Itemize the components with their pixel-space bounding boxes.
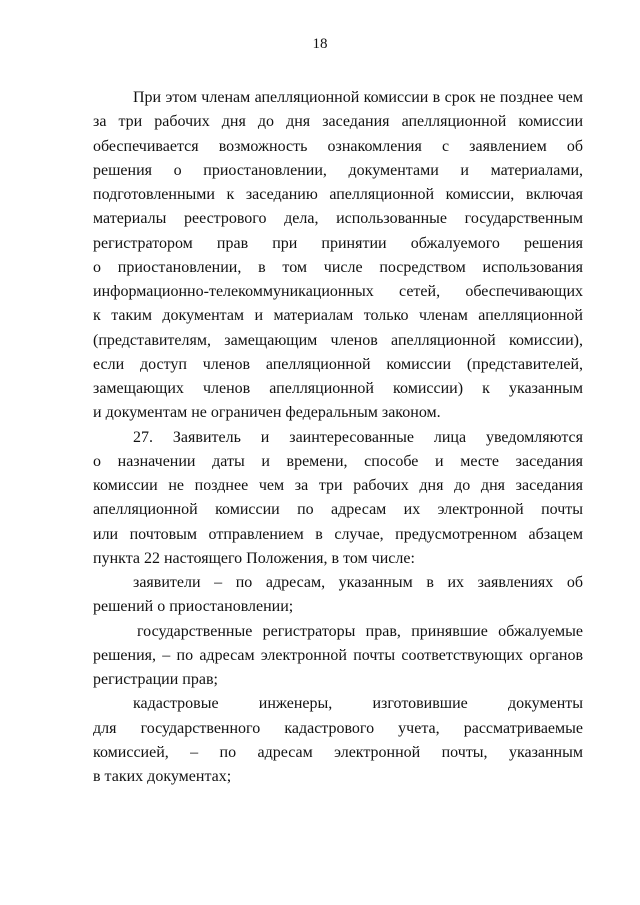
text-line: государственные регистраторы прав, принявшие обжалуемые: [137, 622, 583, 640]
text-line: к таким документам и материалам только членам апелляционной: [93, 307, 583, 325]
text-line: комиссии не позднее чем за три рабочих дня до дня заседания: [93, 477, 583, 494]
paragraph: [93, 571, 583, 620]
text-line: решения о приостановлении, документами и материалами,: [93, 161, 583, 179]
text-line: подготовленными к заседанию апелляционной комиссии, включая: [93, 186, 583, 203]
text-line: или почтовым отправлением в случае, предусмотренном абзацем: [93, 525, 583, 543]
text-line: пункта 22 настоящего Положения, в том числе:: [93, 549, 415, 567]
text-line: и документам не ограничен федеральным законом.: [93, 404, 441, 422]
text-line: замещающих членов апелляционной комиссии) к указанным: [93, 380, 583, 397]
text-line: для государственного кадастрового учета, рассматриваемые: [93, 719, 583, 737]
text-line: о приостановлении, в том числе посредством использования: [93, 258, 583, 276]
paragraph: [93, 620, 583, 693]
text-line: заявители – по адресам, указанным в их заявлениях об: [133, 574, 583, 591]
text-line: если доступ членов апелляционной комиссии (представителей,: [93, 355, 583, 373]
text-line: При этом членам апелляционной комиссии в срок не позднее чем: [133, 89, 583, 106]
text-line: обеспечивается возможность ознакомления с заявлением об: [93, 137, 583, 155]
text-line: регистратором прав при принятии обжалуемого решения: [93, 234, 583, 252]
text-line: решений о приостановлении;: [93, 598, 294, 616]
text-line: информационно-телекоммуникационных сетей, обеспечивающих: [93, 283, 583, 300]
text-line: апелляционной комиссии по адресам их электронной почты: [93, 501, 583, 519]
text-line: (представителям, замещающим членов апелляционной комиссии),: [93, 331, 583, 349]
paragraph: [93, 426, 583, 572]
text-line: материалы реестрового дела, использованные государственным: [93, 210, 583, 228]
page-number: 18: [312, 36, 328, 52]
text-line: решения, – по адресам электронной почты соответствующих органов: [93, 646, 583, 664]
document-body: [93, 86, 583, 789]
text-line: кадастровые инженеры, изготовившие документы: [133, 695, 583, 713]
text-line: комиссией, – по адресам электронной почты, указанным: [93, 743, 583, 761]
paragraph: [93, 86, 583, 426]
text-line: в таких документах;: [93, 768, 232, 785]
text-line: 27. Заявитель и заинтересованные лица уведомляются: [133, 428, 583, 446]
text-line: за три рабочих дня до дня заседания апелляционной комиссии: [93, 113, 583, 131]
text-line: регистрации прав;: [93, 671, 218, 688]
text-line: о назначении даты и времени, способе и месте заседания: [93, 452, 583, 470]
paragraph: [93, 692, 583, 789]
